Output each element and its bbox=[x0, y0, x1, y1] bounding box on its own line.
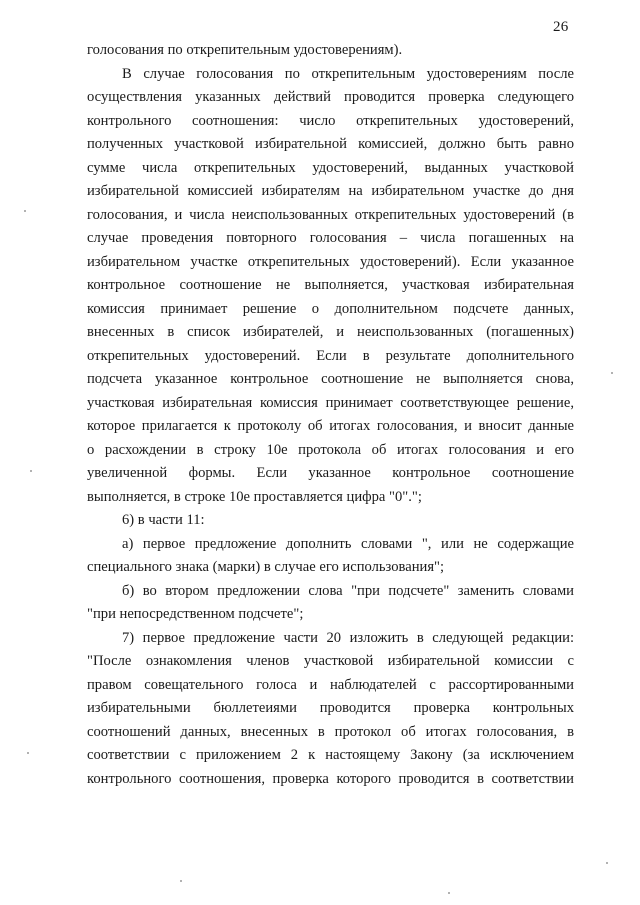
scan-speck bbox=[448, 892, 450, 894]
text-line: о расхождении в строку 10е протокола об итогах голосования и его bbox=[87, 441, 574, 458]
text-line: соответствии с приложением 2 к настоящему Закону (за исключением bbox=[87, 747, 574, 763]
text-line: участковая избирательная комиссия принимает соответствующее решение, bbox=[87, 394, 574, 411]
text-line: сумме числа открепительных удостоверений, выданных участковой bbox=[87, 159, 574, 176]
text-line: подсчета указанное контрольное соотношение не выполняется снова, bbox=[87, 371, 574, 387]
scan-speck bbox=[30, 470, 32, 472]
text-line: контрольное соотношение не выполняется, участковая избирательная bbox=[87, 277, 574, 293]
text-line: выполняется, в строке 10е проставляется цифра "0"."; bbox=[87, 488, 422, 505]
text-line: избирательном участке открепительных удостоверений). Если указанное bbox=[87, 253, 574, 270]
scan-speck bbox=[606, 862, 608, 864]
text-line: контрольного соотношения: число открепительных удостоверений, bbox=[87, 112, 574, 129]
text-line: которое прилагается к протоколу об итогах голосования, и вносит данные bbox=[87, 418, 574, 434]
text-line: осуществления указанных действий проводится проверка следующего bbox=[87, 89, 574, 105]
text-line: В случае голосования по открепительным удостоверениям после bbox=[122, 65, 574, 82]
text-line: "при непосредственном подсчете"; bbox=[87, 606, 304, 622]
text-line: голосования, и числа неиспользованных открепительных удостоверений (в bbox=[87, 206, 574, 223]
text-line: правом совещательного голоса и наблюдателей с рассортированными bbox=[87, 676, 574, 693]
text-line: увеличенной формы. Если указанное контрольное соотношение bbox=[87, 465, 574, 481]
text-line: а) первое предложение дополнить словами ", или не содержащие bbox=[122, 535, 574, 552]
text-line: комиссия принимает решение о дополнительном подсчете данных, bbox=[87, 300, 574, 317]
text-line: открепительных удостоверений. Если в результате дополнительного bbox=[87, 347, 574, 364]
scan-speck bbox=[611, 372, 613, 374]
text-line: контрольного соотношения, проверка которого проводится в соответствии bbox=[87, 770, 574, 787]
page-number: 26 bbox=[553, 19, 569, 35]
text-line: "После ознакомления членов участковой избирательной комиссии с bbox=[87, 653, 574, 669]
text-line: специального знака (марки) в случае его использования"; bbox=[87, 559, 445, 575]
text-line: б) во втором предложении слова "при подсчете" заменить словами bbox=[122, 582, 574, 599]
text-line: внесенных в список избирателей, и неиспользованных (погашенных) bbox=[87, 324, 574, 340]
scan-speck bbox=[27, 752, 29, 754]
text-line: 7) первое предложение части 20 изложить в следующей редакции: bbox=[122, 629, 574, 646]
text-line: соотношений данных, внесенных в протокол об итогах голосования, в bbox=[87, 723, 574, 740]
text-line: 6) в части 11: bbox=[122, 512, 205, 528]
document-body bbox=[87, 39, 574, 791]
text-line: голосования по открепительным удостоверениям). bbox=[87, 42, 403, 58]
text-line: случае проведения повторного голосования – числа погашенных на bbox=[87, 230, 574, 246]
text-line: избирательной комиссией избирателям на избирательном участке до дня bbox=[87, 183, 574, 199]
text-line: полученных участковой избирательной комиссией, должно быть равно bbox=[87, 136, 574, 152]
scan-speck bbox=[24, 210, 26, 212]
scan-speck bbox=[180, 880, 182, 882]
text-line: избирательными бюллетеиями проводится проверка контрольных bbox=[87, 700, 574, 716]
